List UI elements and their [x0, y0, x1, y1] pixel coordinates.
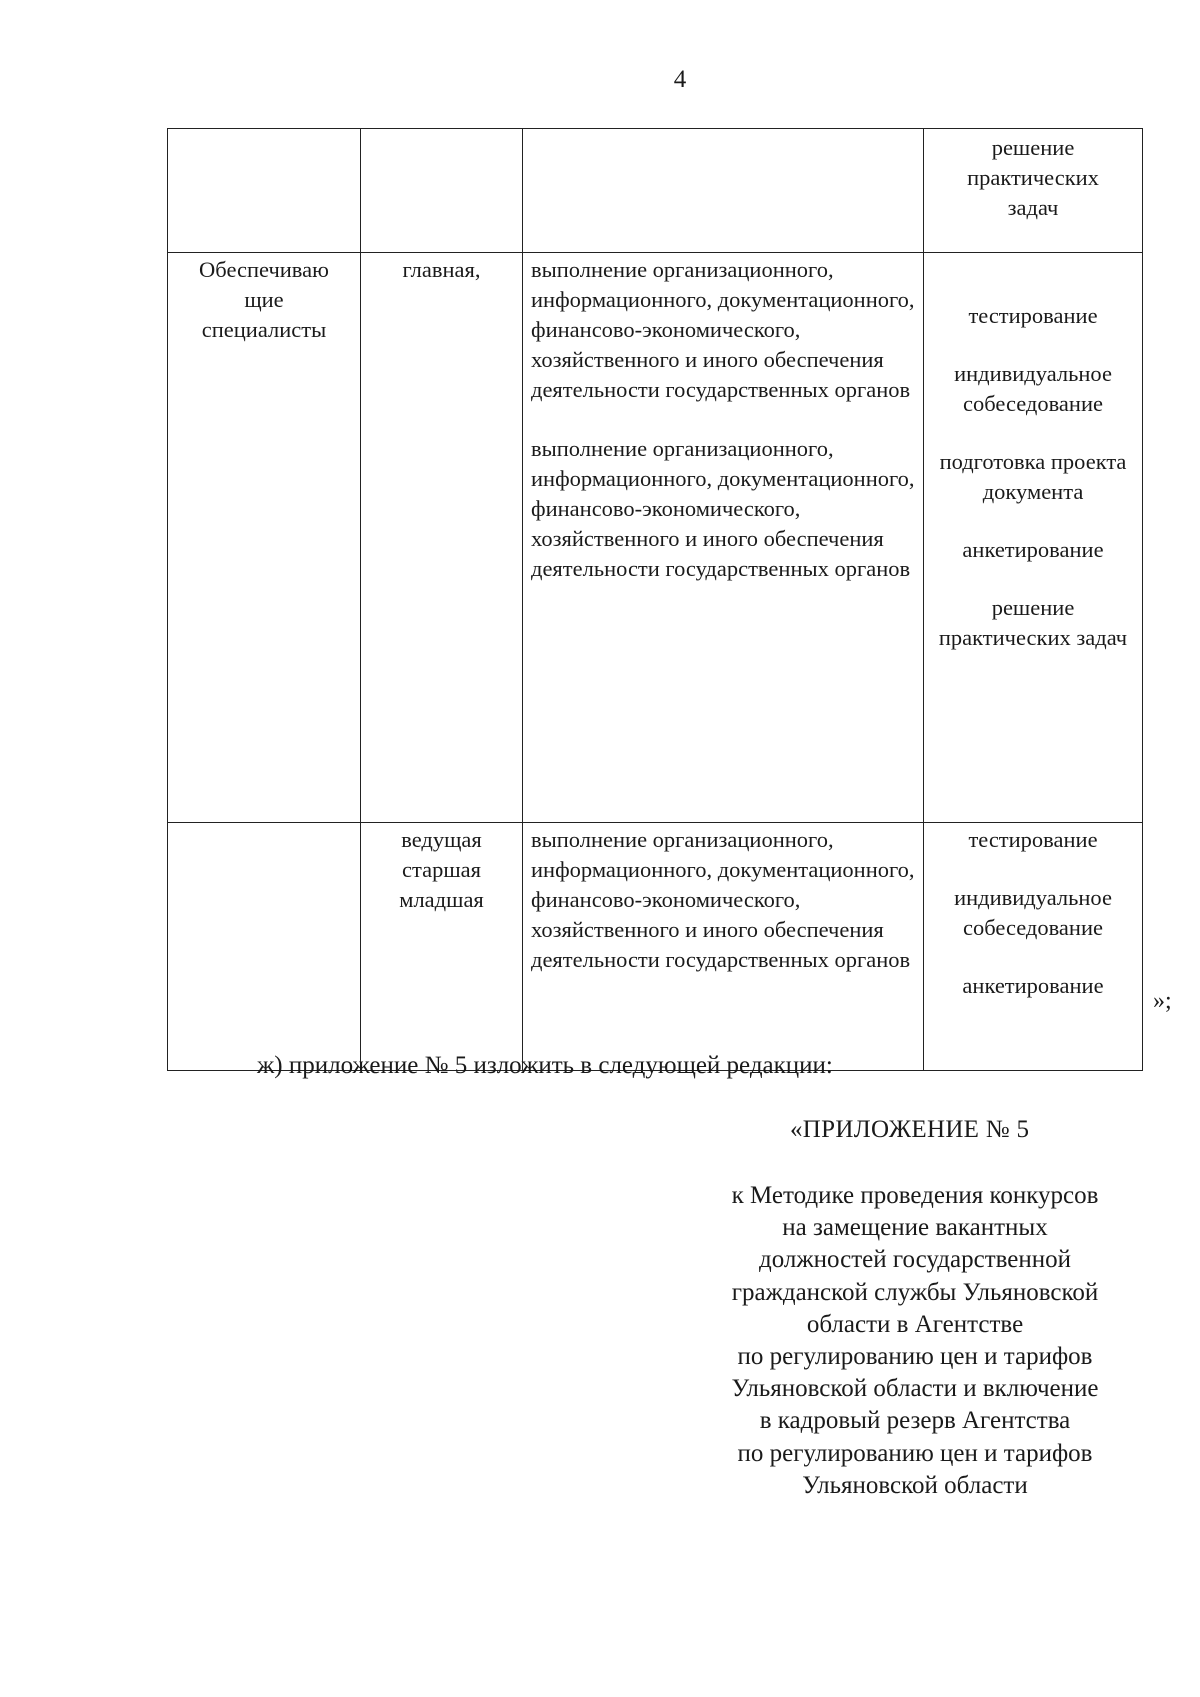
- appendix-line: Ульяновской области: [802, 1471, 1028, 1499]
- category-cell: [168, 129, 361, 253]
- appendix-subtitle: [695, 1180, 1135, 1502]
- table-row: [168, 823, 1143, 1071]
- appendix-line: Ульяновской области и включение: [731, 1375, 1099, 1403]
- closing-quote: »;: [1153, 988, 1172, 1014]
- methods-cell: [924, 823, 1143, 1071]
- group-item: главная,: [402, 257, 481, 282]
- functions-cell: [523, 823, 924, 1071]
- appendix-line: на замещение вакантных: [782, 1214, 1048, 1242]
- method-item: анкетирование: [962, 973, 1104, 998]
- appendix-line: в кадровый резерв Агентства: [759, 1407, 1071, 1435]
- category-cell: [168, 253, 361, 823]
- method-item: тестирование: [968, 827, 1098, 852]
- group-cell: [361, 823, 523, 1071]
- instruction-text: ж) приложение № 5 изложить в следующей редакции:: [257, 1052, 833, 1079]
- table-row: [168, 253, 1143, 823]
- method-item: тестирование: [968, 303, 1098, 328]
- method-item: решение практических задач: [967, 135, 1099, 220]
- methods-cell: [924, 129, 1143, 253]
- functions-cell: [523, 129, 924, 253]
- appendix-line: должностей государственной: [758, 1246, 1072, 1274]
- method-item: решение практических задач: [938, 595, 1128, 650]
- function-item: выполнение организационного, информационного, документационного, финансово-экономического, хозяйственного и иного обеспечения деятельности государственных органов: [531, 436, 915, 581]
- method-item: индивидуальное собеседование: [954, 361, 1112, 416]
- category-text: Обеспечиваю щие специалисты: [199, 257, 329, 342]
- functions-cell: [523, 253, 924, 823]
- appendix-line: по регулированию цен и тарифов: [737, 1343, 1093, 1371]
- appendix-line: области в Агентстве: [806, 1310, 1024, 1338]
- page-number: 4: [673, 66, 687, 93]
- table-row: [168, 129, 1143, 253]
- appendix-line: к Методике проведения конкурсов: [731, 1182, 1099, 1209]
- group-cell: [361, 129, 523, 253]
- group-cell: [361, 253, 523, 823]
- group-item: ведущая: [401, 827, 482, 852]
- group-item: старшая: [402, 857, 481, 882]
- function-item: выполнение организационного, информационного, документационного, финансово-экономического, хозяйственного и иного обеспечения деятельности государственных органов: [531, 257, 915, 402]
- method-item: подготовка проекта документа: [939, 449, 1127, 504]
- method-item: анкетирование: [962, 537, 1104, 562]
- methods-cell: [924, 253, 1143, 823]
- positions-table: [167, 128, 1143, 1071]
- function-item: выполнение организационного, информационного, документационного, финансово-экономического, хозяйственного и иного обеспечения деятельности государственных органов: [531, 827, 915, 972]
- category-cell: [168, 823, 361, 1071]
- appendix-line: гражданской службы Ульяновской: [731, 1278, 1099, 1306]
- appendix-line: по регулированию цен и тарифов: [737, 1439, 1093, 1467]
- appendix-title: «ПРИЛОЖЕНИЕ № 5: [790, 1116, 1030, 1143]
- method-item: индивидуальное собеседование: [954, 885, 1112, 940]
- group-item: младшая: [399, 887, 484, 912]
